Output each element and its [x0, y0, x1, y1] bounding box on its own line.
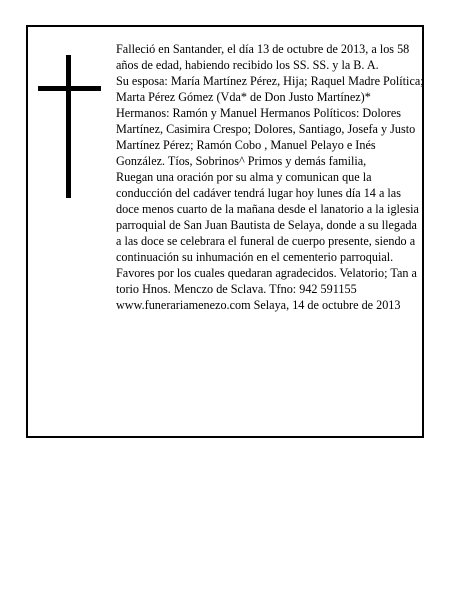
cross-vertical-bar: [66, 55, 71, 198]
cross-horizontal-bar: [38, 86, 101, 91]
cross-icon: [38, 55, 102, 199]
death-announcement-paragraph: Falleció en Santander, el día 13 de octubre de 2013, a los 58 años de edad, habiendo recibido los SS. SS. y la B. A.: [116, 42, 410, 72]
funeral-details-paragraph: Ruegan una oración por su alma y comunican que la conducción del cadáver tendrá lugar hoy lunes día 14 a las doce menos cuarto de la mañana desde el lanatorio a la iglesia parroquial de San Juan Bautista de Selaya, donde a su llegada a las doce se celebrara el funeral de cuerpo presente, siendo a continuación su inhumación en el cementerio parroquial. Favores por los cuales quedaran agradecidos. Velatorio; Tan a torio Hnos. Menczo de Sclava. Tfno: 942 591155 www.funerariamenezo.com Selaya, 14 de octubre de 2013: [116, 170, 419, 312]
obituary-notice: [26, 25, 424, 438]
obituary-text: [116, 41, 424, 313]
family-list-paragraph: Su esposa: María Martínez Pérez, Hija; Raquel Madre Política; Marta Pérez Gómez (Vda* de Don Justo Martínez)* Hermanos: Ramón y Manuel Hermanos Políticos: Dolores Martínez, Casimira Crespo; Dolores, Santiago, Josefa y Justo Martínez Pérez; Ramón Cobo , Manuel Pelayo e Inés González. Tíos, Sobrinos^ Primos y demás familia,: [116, 74, 424, 168]
